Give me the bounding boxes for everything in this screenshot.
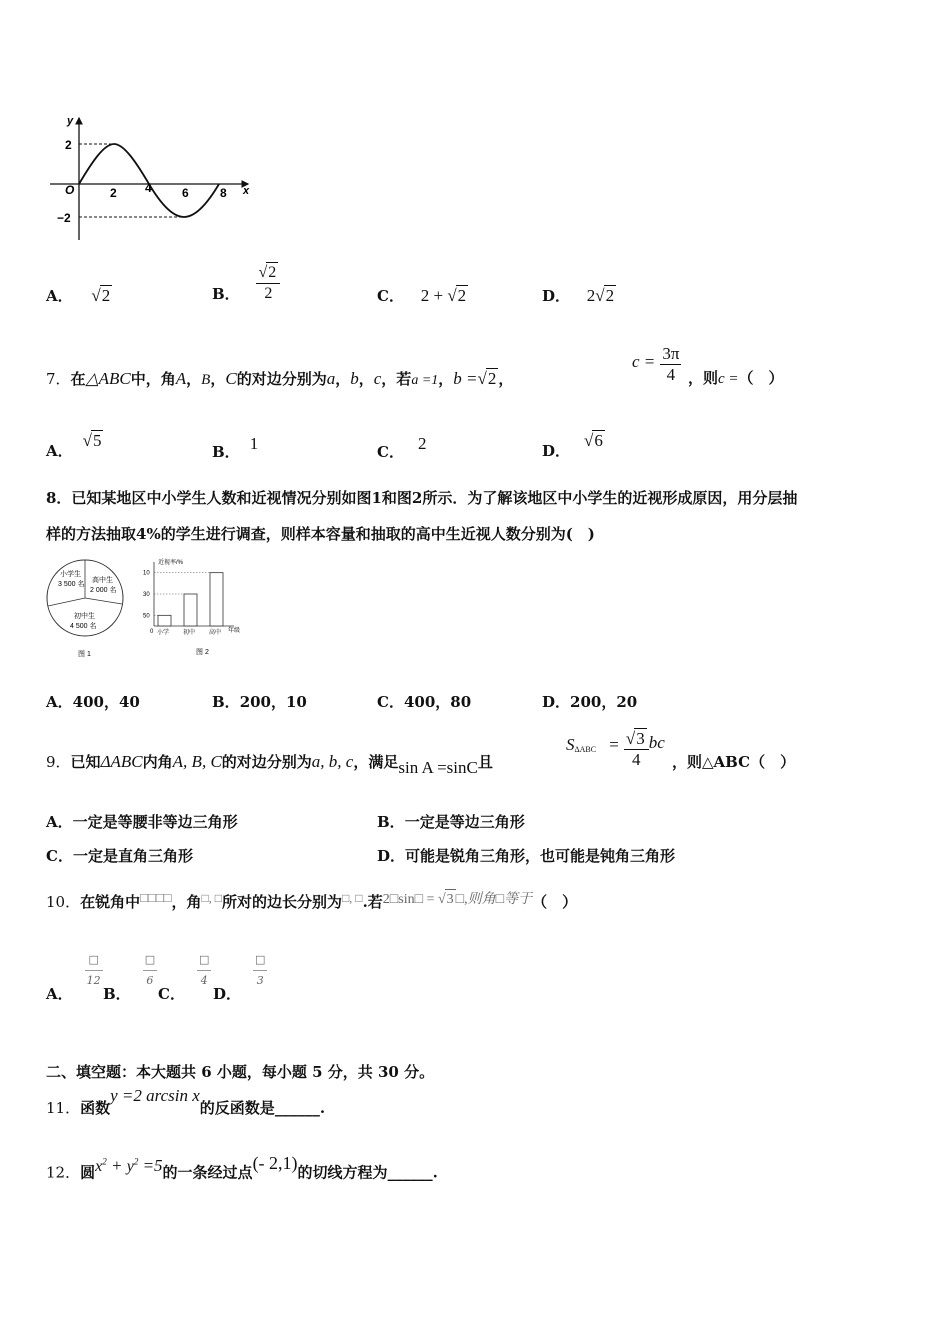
option-label: C．: [158, 984, 185, 1003]
bar-1: [184, 594, 197, 626]
fraction-numerator: □: [253, 950, 267, 971]
math-condition-b: b =: [453, 369, 478, 388]
question-text: ，满足: [353, 753, 399, 771]
math-plus: +: [106, 1156, 127, 1176]
math-angle-a: A: [175, 369, 187, 388]
origin-label: O: [65, 183, 75, 197]
pie-slice-primary-value: 3 500 名: [58, 581, 85, 588]
garbled-symbol: □, □: [342, 891, 363, 905]
math-ask: c =: [718, 371, 739, 387]
question-number: 9．: [46, 753, 71, 771]
math-sides: a, b, c: [311, 752, 354, 771]
tick-x-2: 2: [110, 186, 117, 200]
sine-graph: [40, 112, 260, 247]
radicand: 2: [487, 369, 497, 388]
option-label: D．: [542, 287, 571, 305]
q10-option-c[interactable]: [158, 950, 211, 1003]
question-number: 7．: [46, 370, 71, 388]
math-angles: A, B, C: [172, 752, 222, 771]
q9-area-formula: SΔABC = $\frac{√3}{4}$ bc: [566, 729, 665, 769]
question-text: .若: [362, 893, 383, 911]
q8-option-b[interactable]: [212, 692, 307, 712]
garbled-symbol: □□□□: [140, 890, 172, 905]
fraction-denominator: 3: [256, 974, 264, 987]
pie-slice-middle-name: 初中生: [74, 613, 95, 620]
math-point: (- 2,1): [252, 1153, 298, 1174]
q10-option-d[interactable]: [213, 950, 267, 1003]
question-text: 的对边分别为: [236, 370, 327, 388]
question-text: ，则△ABC: [672, 753, 751, 771]
question-7: 7．在△ABC中，角A，B，C的对边分别为a，b，c，若a =1，b =√2 ，: [46, 369, 514, 388]
question-text: 的切线方程为: [297, 1163, 388, 1182]
option-value: 2: [417, 434, 427, 453]
section-2-title: 二、填空题：本大题共 6 小题，每小题 5 分，共 30 分。: [46, 1063, 435, 1081]
bar-y-tick-label: 30: [143, 592, 150, 598]
q9-tail: [672, 752, 795, 772]
garbled-symbol: □, □: [201, 891, 223, 905]
question-text: 圆: [80, 1163, 96, 1182]
pie-slice-high-name: 高中生: [92, 577, 113, 584]
garbled-symbol: 2□sin□ =: [382, 892, 438, 907]
bar-y-tick-label: 50: [143, 613, 150, 620]
question-number: 10．: [46, 893, 81, 911]
option-label: A．: [46, 693, 73, 711]
math-area-subscript: ΔABC: [574, 744, 597, 754]
bar-x-label: 年级: [228, 628, 241, 634]
figure-caption: 图 1: [78, 651, 91, 658]
question-text: 已知: [70, 753, 101, 771]
math-side-a: a: [326, 369, 336, 388]
bar-y-tick-label: 10: [143, 570, 150, 577]
garbled-symbol: □,: [455, 892, 468, 907]
option-label: A．: [46, 813, 73, 831]
tick-y-2: 2: [65, 138, 72, 152]
fraction-numerator: 3: [636, 729, 645, 748]
option-text: 400，80: [403, 693, 472, 711]
q8-line2: 样的方法抽取4%的学生进行调查，则样本容量和抽取的高中生近视人数分别为( ): [46, 525, 595, 543]
tick-x-4: 4: [145, 181, 152, 195]
q9-option-a[interactable]: [46, 812, 238, 832]
option-label: A．: [46, 442, 73, 460]
answer-blank[interactable]: ______: [274, 1099, 320, 1117]
bar-2: [210, 573, 223, 626]
question-text: 的反函数是: [199, 1099, 275, 1117]
bar-category-label: 高中: [209, 630, 222, 636]
pie-chart-figure-1: [44, 556, 126, 660]
question-text: 中，角: [130, 370, 176, 388]
option-label: B．: [377, 813, 405, 831]
question-text: 函数: [80, 1099, 111, 1117]
q6-option-d[interactable]: D． 2√2: [542, 286, 615, 305]
math-side-c: c: [373, 369, 382, 388]
fraction-numerator: 2: [268, 264, 277, 281]
garbled-symbol: 则角□等于: [467, 892, 533, 907]
pie-slice-middle-value: 4 500 名: [70, 623, 97, 630]
figure-caption: 图 2: [196, 649, 209, 656]
option-label: B．: [212, 443, 240, 461]
radicand: 6: [594, 431, 603, 450]
pie-slice-high-value: 2 000 名: [90, 587, 117, 594]
question-9: [46, 752, 493, 777]
bar-0: [158, 615, 171, 626]
q9-option-d[interactable]: [377, 846, 675, 866]
math-y: y: [126, 1158, 134, 1176]
q7-option-c[interactable]: [377, 434, 427, 461]
q7-option-b[interactable]: [212, 434, 259, 461]
math-side-b: b: [350, 369, 359, 388]
q7-c-fraction: [632, 344, 681, 385]
radicand: 2: [457, 286, 467, 305]
q7-tail: [688, 368, 784, 389]
tick-x-6: 6: [182, 186, 189, 200]
q6-option-b[interactable]: B． $\frac{√2}{2}$: [212, 262, 280, 304]
separator: ，: [210, 370, 226, 388]
answer-blank[interactable]: ______: [387, 1163, 433, 1182]
math-c-prefix: c =: [632, 352, 656, 371]
math-exponent: 2: [102, 1157, 107, 1167]
q10-option-b[interactable]: [103, 950, 157, 1003]
question-text: 在: [70, 370, 86, 388]
option-text: 200，10: [239, 693, 307, 711]
math-triangle: ΔABC: [100, 752, 143, 771]
math-triangle: △ABC: [85, 369, 131, 388]
math-expression: y =2 arcsin x: [110, 1086, 200, 1105]
question-text: 内角: [142, 753, 173, 771]
radicand: 3: [445, 889, 456, 910]
bar-chart-figure-2: [142, 556, 246, 660]
fraction-denominator: 6: [146, 974, 154, 987]
math-equals: =5: [138, 1156, 163, 1176]
q8-option-c[interactable]: [377, 692, 471, 712]
question-text: ，角: [171, 893, 202, 911]
x-axis-label: x: [243, 185, 250, 197]
fraction-numerator: □: [143, 950, 157, 971]
fraction-numerator: □: [197, 950, 211, 971]
fraction-denominator: 4: [200, 974, 208, 987]
fraction-denominator: 12: [86, 974, 101, 987]
question-number: 11．: [46, 1099, 81, 1117]
option-text: 一定是等腰非等边三角形: [72, 813, 238, 831]
question-text: 且: [477, 753, 493, 771]
question-text: ，则: [688, 369, 719, 387]
math-bc: bc: [648, 732, 665, 752]
math-condition-a: a =1: [411, 373, 439, 388]
option-prefix: 2 +: [420, 286, 448, 305]
option-prefix: 2: [586, 286, 596, 305]
q8-option-d[interactable]: [542, 692, 637, 712]
period: .: [319, 1099, 326, 1117]
q7-option-a[interactable]: A．√5: [46, 431, 102, 460]
option-label: B．: [212, 693, 240, 711]
question-text: 的对边分别为: [221, 753, 312, 771]
option-label: D．: [213, 984, 242, 1003]
q6-option-c[interactable]: C． 2 + √2: [377, 286, 467, 305]
option-label: B．: [212, 285, 240, 303]
separator: ，: [186, 370, 202, 388]
radicand: 5: [92, 431, 102, 450]
fraction-denominator: 4: [666, 365, 676, 384]
fraction-denominator: 2: [264, 285, 273, 302]
math-condition: sin A =sinC: [398, 758, 478, 777]
pie-slice-primary-name: 小学生: [60, 571, 81, 578]
answer-paren: （ ）: [750, 753, 796, 771]
answer-paren: （ ）: [532, 893, 578, 911]
math-x: x: [95, 1158, 103, 1176]
option-value: 1: [249, 434, 259, 453]
option-label: C．: [377, 443, 404, 461]
option-label: D．: [542, 693, 571, 711]
fraction-denominator: 4: [632, 750, 641, 769]
question-text: 在锐角中: [80, 893, 141, 911]
bar-origin: 0: [150, 629, 154, 635]
tick-y-neg2: −2: [57, 211, 71, 225]
fraction-numerator: 3π: [662, 344, 680, 363]
option-text: 一定是直角三角形: [72, 847, 193, 865]
q6-option-a[interactable]: A． √2: [46, 286, 111, 305]
tick-x-8: 8: [220, 186, 227, 200]
math-angle-c: C: [225, 369, 237, 388]
option-text: 可能是锐角三角形，也可能是钝角三角形: [405, 847, 676, 865]
q10-option-a[interactable]: [46, 950, 103, 1003]
option-text: 400，40: [72, 693, 140, 711]
math-area-s: S: [566, 734, 575, 754]
math-angle-b: B: [201, 372, 211, 388]
question-10: 10．在锐角中□□□□，角□, □所对的边长分别为□, □.若2□sin□ = √3 □,则角□等于（ ）: [46, 890, 578, 911]
math-equals: =: [609, 734, 619, 754]
q8-line1: 8．已知某地区中小学生人数和近视情况分别如图1和图2所示．为了解该地区中小学生的近视形成原因，用分层抽: [46, 489, 798, 507]
option-label: C．: [46, 847, 73, 865]
option-text: 200，20: [570, 693, 638, 711]
option-label: A．: [46, 287, 73, 305]
math-exponent: 2: [133, 1157, 139, 1167]
option-label: D．: [377, 847, 406, 865]
option-label: B．: [103, 984, 131, 1003]
option-label: C．: [377, 693, 404, 711]
radicand: 2: [605, 286, 615, 305]
question-text: 的一条经过点: [162, 1163, 253, 1182]
question-11: [46, 1086, 326, 1118]
option-label: D．: [542, 442, 571, 460]
period: .: [432, 1163, 438, 1182]
y-axis-label: y: [67, 115, 74, 127]
bar-chart-title: 近视率/%: [158, 560, 184, 566]
fraction-numerator: □: [85, 950, 103, 971]
question-number: 12．: [46, 1163, 81, 1182]
option-label: C．: [377, 287, 404, 305]
bar-category-label: 初中: [183, 630, 196, 636]
bar-category-label: 小学: [157, 630, 170, 636]
radicand: 2: [101, 286, 111, 305]
q9-option-c[interactable]: [46, 846, 193, 866]
question-text: ，若: [381, 370, 412, 388]
question-text: 所对的边长分别为: [222, 893, 343, 911]
question-12: [46, 1153, 438, 1183]
q8-option-a[interactable]: [46, 692, 140, 712]
option-text: 一定是等边三角形: [404, 813, 525, 831]
option-label: A．: [46, 984, 73, 1003]
q9-option-b[interactable]: [377, 812, 525, 832]
q7-option-d[interactable]: D．√6: [542, 431, 603, 460]
answer-paren: （ ）: [738, 369, 784, 387]
